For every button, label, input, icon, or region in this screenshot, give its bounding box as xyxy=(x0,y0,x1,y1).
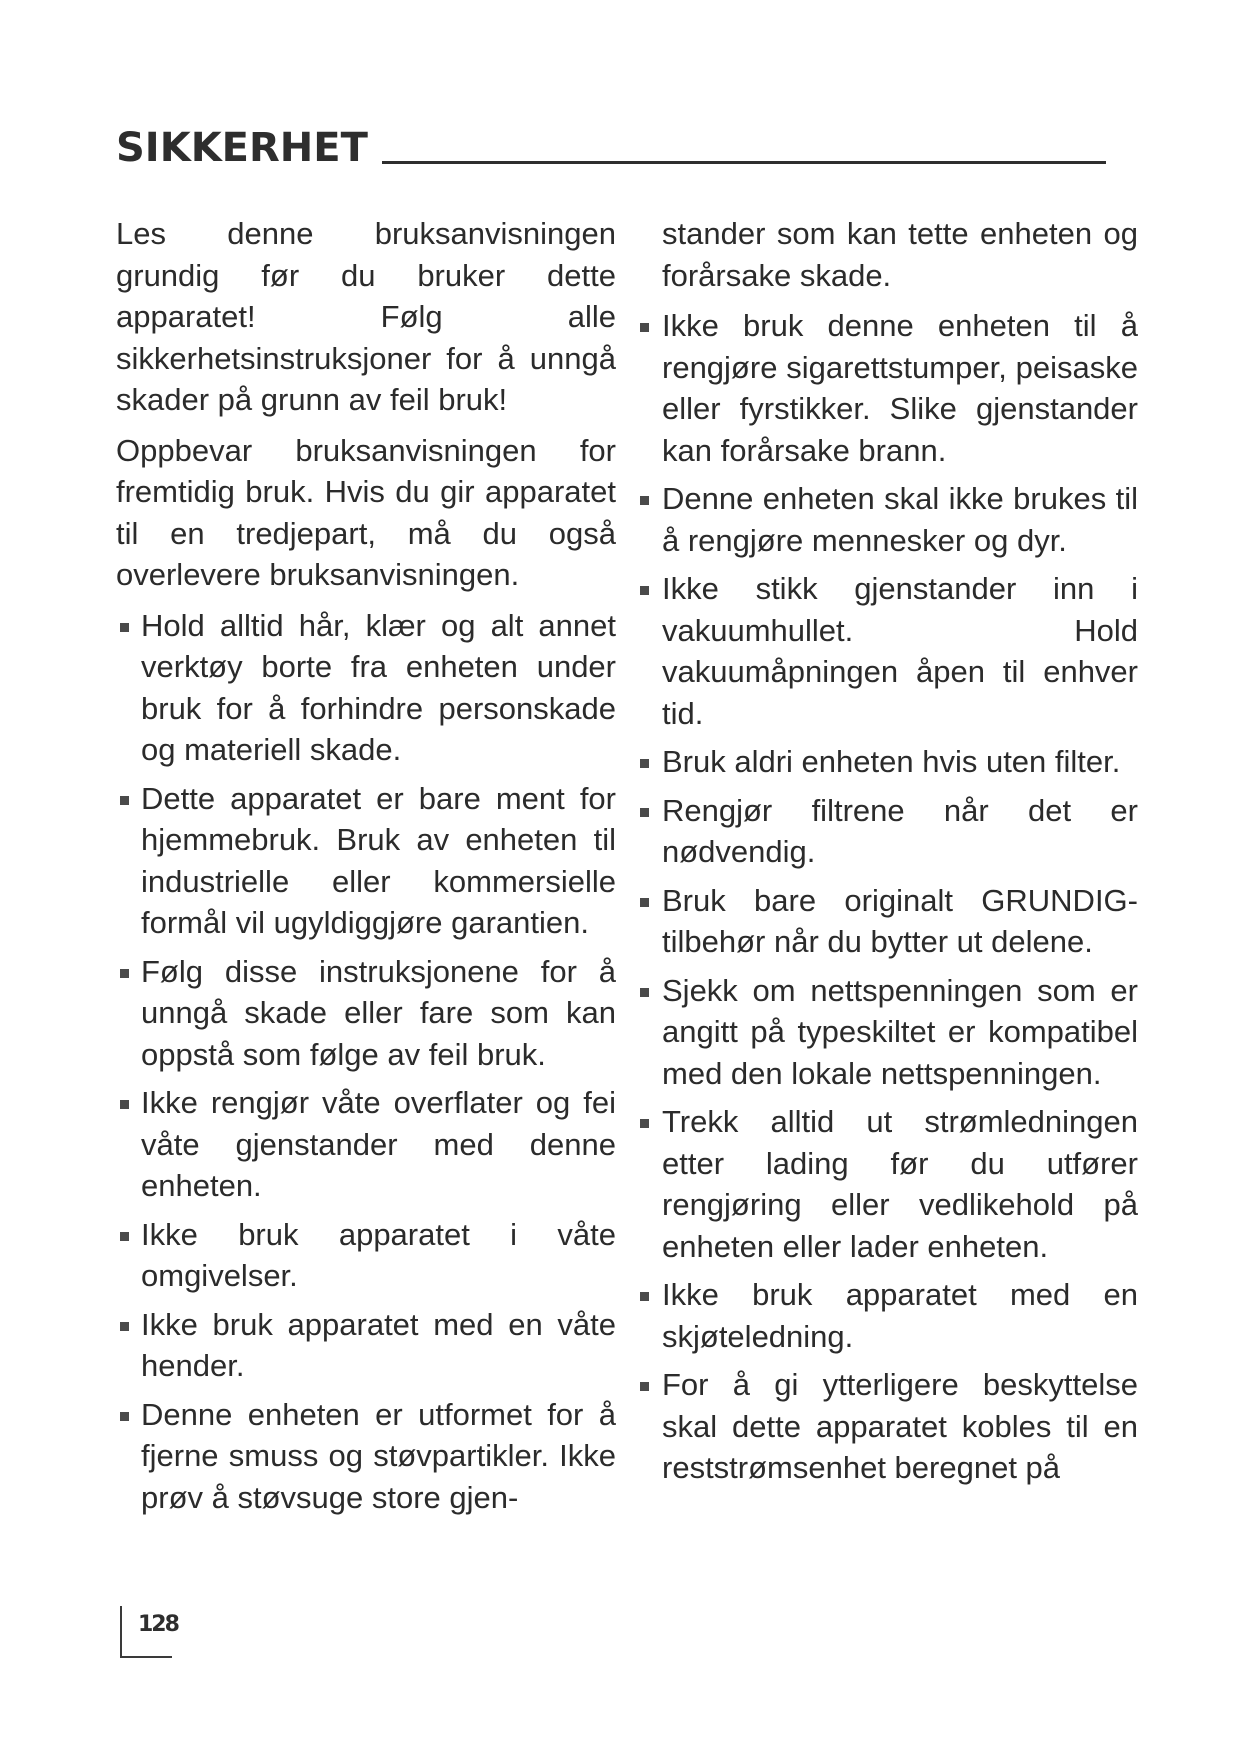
bullet-square-icon xyxy=(640,1292,649,1301)
safety-item xyxy=(636,1274,1138,1357)
safety-item-text: Rengjør filtrene når det er nødvendig. xyxy=(662,792,1138,869)
safety-item-text: Dette apparatet er bare ment for hjemmebruk. Bruk av enheten til industrielle eller kommersielle formål vil ugyldiggjøre garantien. xyxy=(141,780,616,940)
bullet-square-icon xyxy=(120,1100,129,1109)
safety-item xyxy=(636,305,1138,471)
safety-item-text: Følg disse instruksjonene for å unngå skade eller fare som kan oppstå som følge av feil bruk. xyxy=(141,953,616,1072)
left-column xyxy=(116,213,616,1525)
bullet-square-icon xyxy=(120,1232,129,1241)
continued-text: stander som kan tette enheten og forårsake skade. xyxy=(662,216,1138,293)
safety-item xyxy=(116,1304,616,1387)
title-rule xyxy=(382,161,1106,164)
bullet-square-icon xyxy=(120,1322,129,1331)
safety-item xyxy=(636,880,1138,963)
safety-item xyxy=(116,1082,616,1207)
safety-item xyxy=(116,778,616,944)
intro-paragraph: Oppbevar bruksanvisningen for fremtidig bruk. Hvis du gir apparatet til en tredjepart, må du også overlevere bruksanvisningen. xyxy=(116,432,616,592)
safety-item-text: Ikke bruk denne enheten til å rengjøre sigarettstumper, peisaske eller fyrstikker. Slike gjenstander kan forårsake brann. xyxy=(662,308,1138,468)
safety-item xyxy=(116,1214,616,1297)
safety-item-text: Trekk alltid ut strømledningen etter lading før du utfører rengjøring eller vedlikehold på enheten eller lader enheten. xyxy=(662,1104,1138,1264)
safety-item-text: Ikke rengjør våte overflater og fei våte gjenstander med denne enheten. xyxy=(141,1085,616,1203)
safety-item-text: Ikke bruk apparatet med en skjøteledning. xyxy=(662,1277,1138,1354)
safety-item xyxy=(116,951,616,1076)
bullet-square-icon xyxy=(640,759,649,768)
safety-item-text: Ikke bruk apparatet med en våte hender. xyxy=(141,1306,616,1383)
bullet-square-icon xyxy=(120,623,129,632)
safety-item xyxy=(636,1101,1138,1267)
right-column xyxy=(636,213,1138,1496)
safety-item xyxy=(636,568,1138,734)
intro-paragraph: Les denne bruksanvisningen grundig før du bruker dette apparatet! Følg alle sikkerhetsinstruksjoner for å unngå skader på grunn av feil bruk! xyxy=(116,216,616,417)
safety-item-text: Ikke bruk apparatet i våte omgivelser. xyxy=(141,1216,616,1293)
safety-item xyxy=(636,790,1138,873)
bullet-square-icon xyxy=(640,586,649,595)
page-number: 128 xyxy=(138,1612,178,1637)
page-title: SIKKERHET xyxy=(116,125,368,171)
safety-list-left xyxy=(116,605,616,1519)
safety-item xyxy=(636,741,1138,783)
bullet-square-icon xyxy=(640,496,649,505)
bullet-square-icon xyxy=(640,323,649,332)
bullet-square-icon xyxy=(120,969,129,978)
safety-item-text: Denne enheten er utformet for å fjerne smuss og støvpartikler. Ikke prøv å støvsuge store gjen- xyxy=(141,1396,616,1515)
safety-item-text: For å gi ytterligere beskyttelse skal dette apparatet kobles til en reststrømsenhet beregnet på xyxy=(662,1367,1138,1485)
safety-item xyxy=(636,478,1138,561)
safety-item-text: Bruk aldri enheten hvis uten filter. xyxy=(662,744,1121,779)
safety-item-text: Hold alltid hår, klær og alt annet verktøy borte fra enheten under bruk for å forhindre personskade og materiell skade. xyxy=(141,607,616,767)
safety-item xyxy=(116,1394,616,1519)
bullet-square-icon xyxy=(120,1412,129,1421)
bullet-square-icon xyxy=(640,1382,649,1391)
safety-item-text: Ikke stikk gjenstander inn i vakuumhullet. Hold vakuumåpningen åpen til enhver tid. xyxy=(662,571,1138,731)
page-footer xyxy=(120,1606,178,1658)
safety-item-text: Sjekk om nettspenningen som er angitt på typeskiltet er kompatibel med den lokale nettspenningen. xyxy=(662,972,1138,1091)
safety-item xyxy=(116,605,616,771)
safety-list-right xyxy=(636,305,1138,1489)
safety-item-text: Bruk bare originalt GRUNDIG-tilbehør når du bytter ut delene. xyxy=(662,882,1138,959)
safety-item xyxy=(636,970,1138,1095)
bullet-square-icon xyxy=(640,988,649,997)
bullet-square-icon xyxy=(640,1119,649,1128)
page-header xyxy=(116,125,1106,171)
safety-item xyxy=(636,1364,1138,1489)
bullet-square-icon xyxy=(640,898,649,907)
safety-item-text: Denne enheten skal ikke brukes til å rengjøre mennesker og dyr. xyxy=(662,481,1138,558)
bullet-square-icon xyxy=(640,808,649,817)
bullet-square-icon xyxy=(120,796,129,805)
